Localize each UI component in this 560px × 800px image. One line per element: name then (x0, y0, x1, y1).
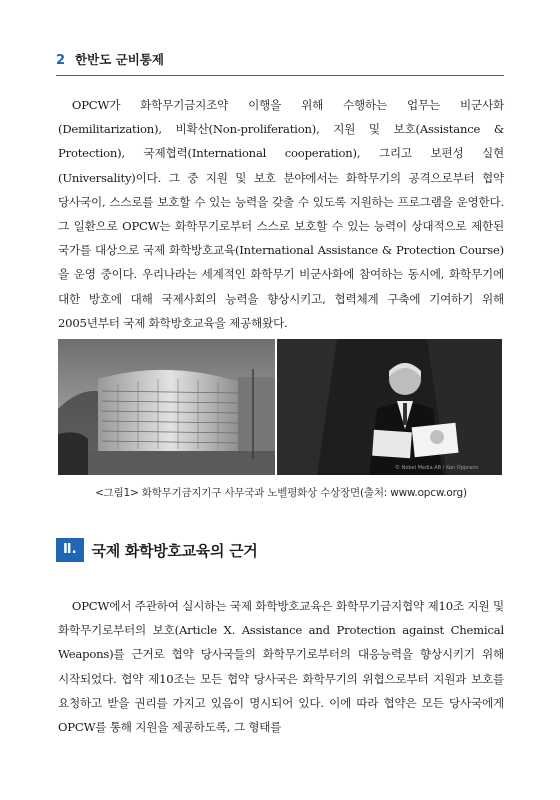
chapter-title: 한반도 군비통제 (75, 52, 164, 67)
figure (58, 339, 502, 475)
section-title: 국제 화학방호교육의 근거 (91, 541, 258, 560)
nobel-ceremony-photo (277, 339, 502, 475)
photo-credit: © Nobel Media AB / Ken Opprann (395, 465, 479, 471)
paragraph-1: OPCW가 화학무기금지조약 이행을 위해 수행하는 업무는 비군사화(Demilitarization), 비확산(Non-proliferation), 지원 및 보호(Assistance & Protection), 국제협력(International cooperation), 그리고 보편성 실현(Universality)이다. 그 중 지원 및 보호 분야에서는 화학무기의 공격으로부터 협약 당사국이, 스스로를 보호할 수 있는 능력을 갖출 수 있도록 지원하는 프로그램을 운영한다. 그 일환으로 OPCW는 화학무기로부터 스스로 보호할 수 있는 능력이 상대적으로 제한된 국가를 대상으로 국제 화학방호교육(International Assistance & Protection Course)을 운영 중이다. 우리나라는 세계적인 화학무기 비군사화에 참여하는 동시에, 화학무기에 대한 방호에 대해 국제사회의 능력을 향상시키고, 협력체계 구축에 기여하기 위해 2005년부터 국제 화학방호교육을 제공해왔다. (58, 98, 504, 330)
section-number: Ⅱ. (56, 538, 84, 562)
header-rule (56, 75, 504, 76)
page-header (56, 50, 504, 76)
figure-caption: <그림1> 화학무기금지기구 사무국과 노벨평화상 수상장면(출처: www.opcw.org) (95, 487, 467, 499)
chapter-number: 2 (56, 53, 66, 68)
opcw-building-photo (58, 339, 275, 475)
ceremony-illustration (277, 339, 502, 475)
header-line (56, 50, 504, 68)
paragraph-2: OPCW에서 주관하여 실시하는 국제 화학방호교육은 화학무기금지협약 제10조 지원 및 화학무기로부터의 보호(Article X. Assistance and Protection against Chemical Weapons)를 근거로 협약 당사국들의 화학무기로부터의 대응능력을 향상시키기 위해 시작되었다. 협약 제10조는 모든 협약 당사국은 화학무기의 위협으로부터 지원과 보호를 요청하고 받을 권리를 가지고 있음이 명시되어 있다. 이에 따라 협약은 모든 당사국에게 OPCW를 통해 지원을 제공하도록, 그 형태를 (58, 599, 504, 735)
section-heading (56, 538, 504, 562)
building-illustration (58, 339, 275, 475)
